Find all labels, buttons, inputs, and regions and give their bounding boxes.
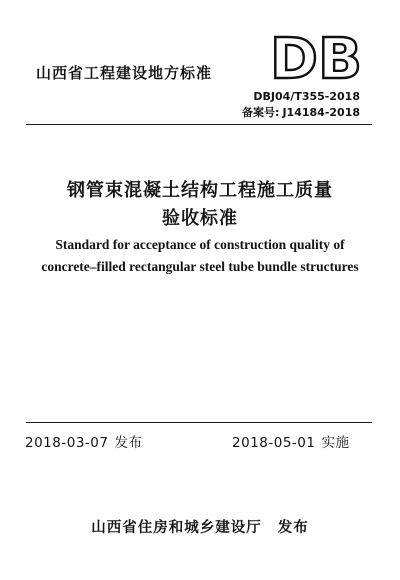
publisher-action: 发布 [277,520,309,536]
record-number: J14184-2018 [282,106,360,119]
implement-date-line [232,431,349,451]
title-chinese-line2: 验收标准 [162,208,238,229]
series-title: 山西省工程建设地方标准 [36,64,213,82]
title-english-line1: Standard for acceptance of construction quality of [55,237,345,252]
publisher-name: 山西省住房和城乡建设厅 [91,520,262,536]
bottom-divider [26,422,372,423]
title-english-line2: concrete–filled rectangular steel tube bundle structures [41,259,359,274]
standard-number: DBJ04/T355-2018 [253,90,360,103]
db-logo-text: DB [270,33,362,81]
issue-date: 2018-03-07 [25,435,109,451]
issue-date-line [25,431,142,451]
record-label: 备案号: [242,106,280,119]
title-chinese-line1: 钢管束混凝土结构工程施工质量 [67,180,333,201]
record-number-line [239,104,360,120]
publisher-line [0,516,400,537]
db-logo [268,33,364,81]
issue-label: 发布 [114,435,143,451]
implement-label: 实施 [321,435,350,451]
top-divider [26,124,372,125]
implement-date: 2018-05-01 [232,435,316,451]
